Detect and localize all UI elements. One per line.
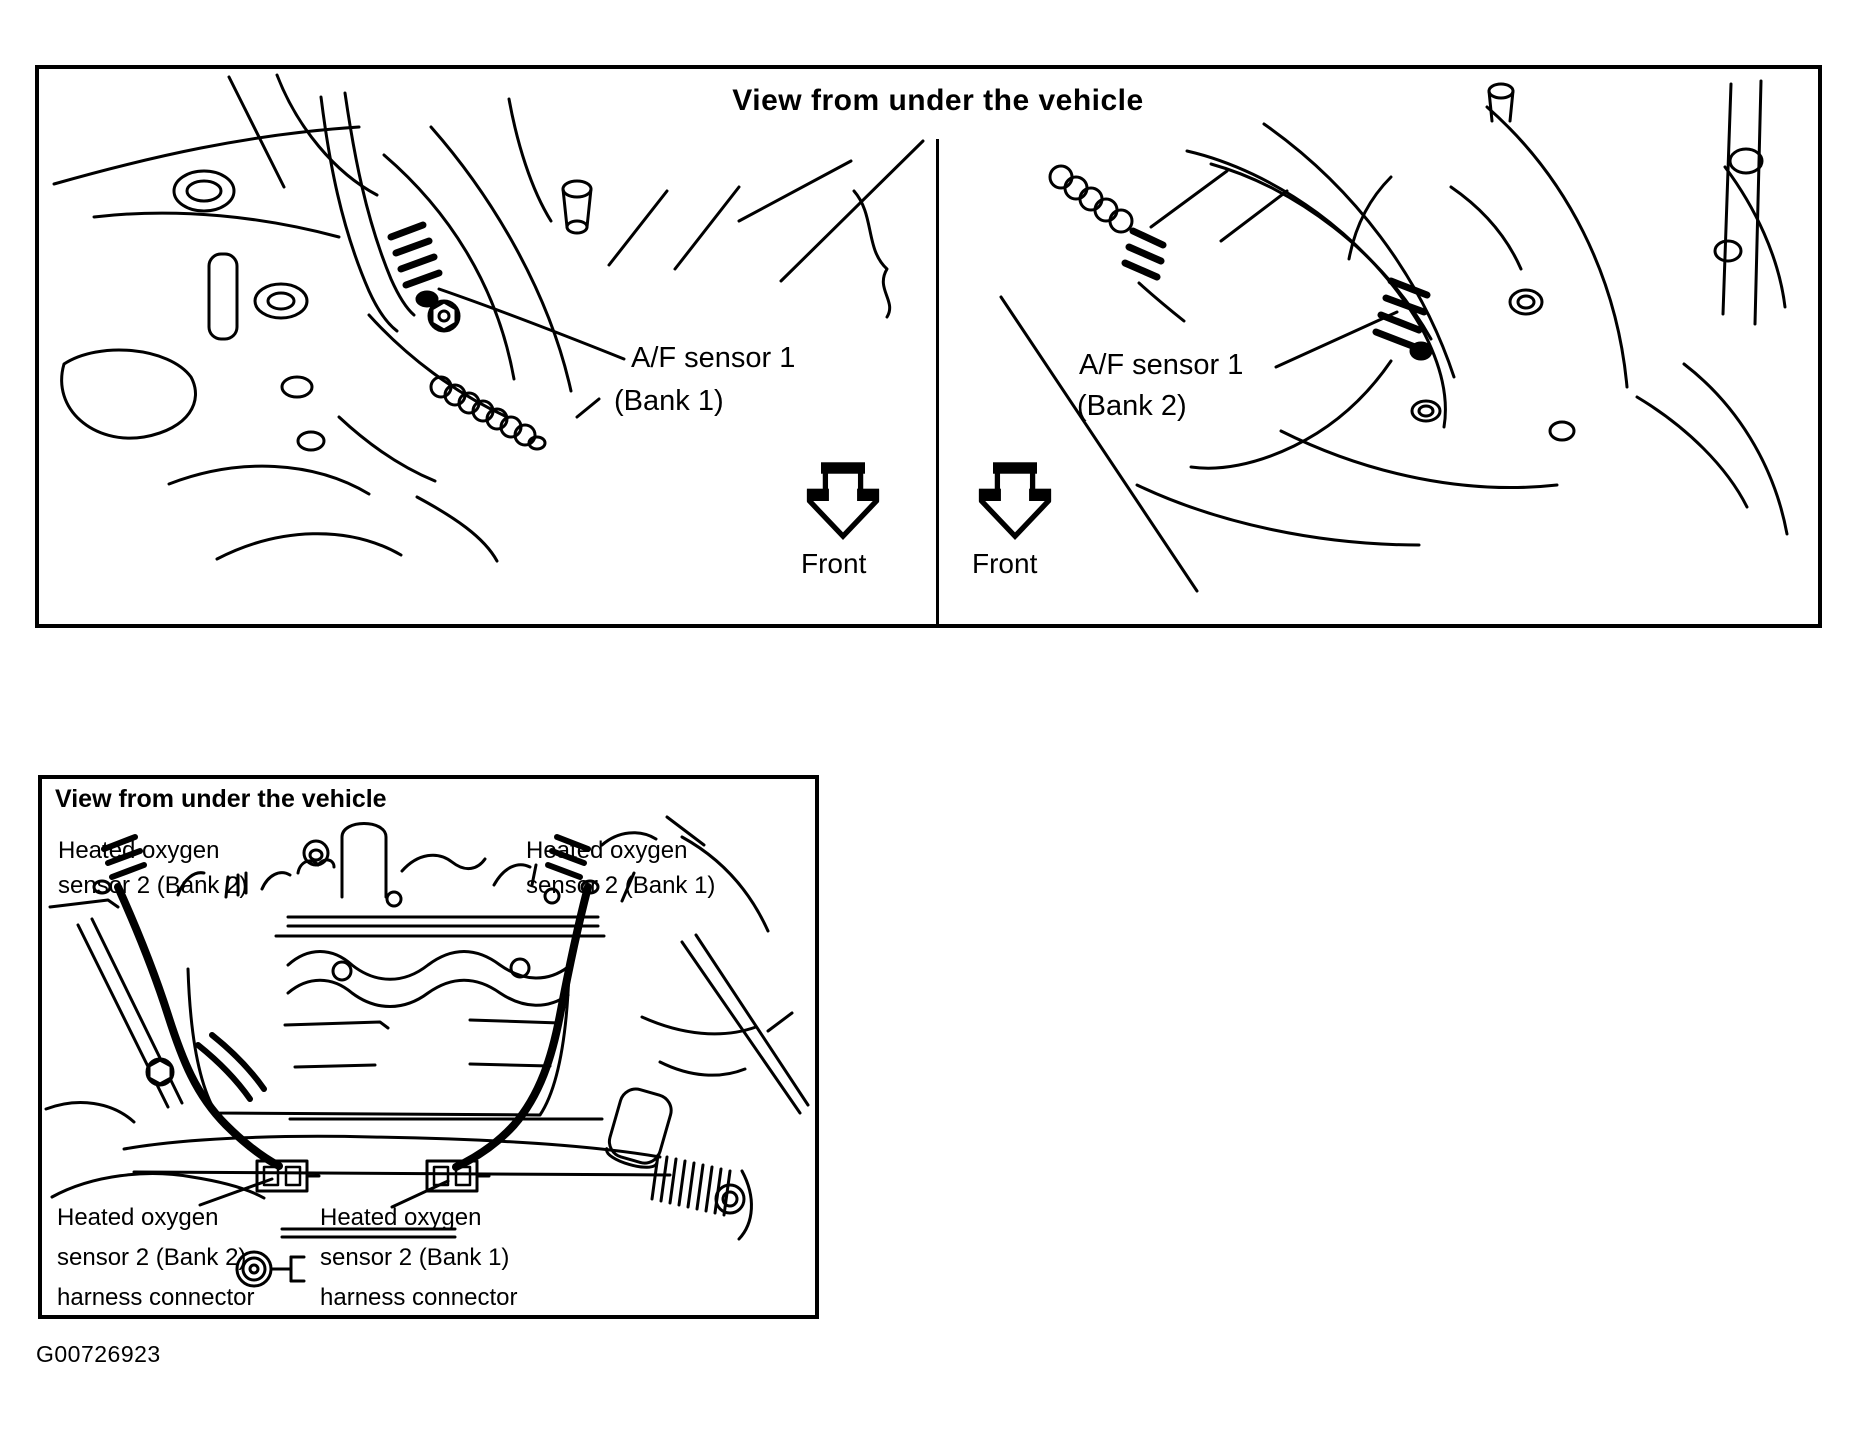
harness-connector-bank2-art — [257, 1161, 319, 1191]
af-sensor-1-bank1-label-line2: (Bank 1) — [614, 385, 724, 417]
harness-cable-right — [456, 887, 588, 1167]
ho2-bank1-connector-label-line2: sensor 2 (Bank 1) — [320, 1244, 510, 1271]
harness-cable-left — [118, 887, 279, 1166]
bottom-panel-title: View from under the vehicle — [55, 785, 387, 813]
leader-line-bank2 — [1276, 312, 1397, 367]
front-direction-arrow-icon — [803, 457, 883, 545]
bottom-diagram-panel — [38, 775, 819, 1319]
ho2-bank2-connector-label-line3: harness connector — [57, 1284, 255, 1311]
top-panel-title: View from under the vehicle — [732, 84, 1144, 117]
top-diagram-panel — [35, 65, 1822, 628]
view-divider-line — [936, 139, 939, 624]
flex-boot-art-right — [1050, 166, 1184, 321]
engine-line-art-left-view — [54, 75, 923, 561]
ho2-bank2-label-line1: Heated oxygen — [58, 837, 220, 864]
figure-id: G00726923 — [36, 1341, 161, 1367]
front-label-left: Front — [801, 548, 867, 579]
ho2-bank2-connector-label-line2: sensor 2 (Bank 2) — [57, 1244, 247, 1271]
af-sensor-1-bank2-art — [1376, 281, 1431, 359]
ho2-bank1-label-line2: sensor 2 (Bank 1) — [526, 872, 716, 899]
af-sensor-1-bank1-label-line1: A/F sensor 1 — [631, 342, 796, 374]
front-label-right: Front — [972, 548, 1038, 579]
leader-line-bank1 — [439, 289, 624, 359]
flex-boot-art — [431, 377, 545, 449]
front-direction-arrow-icon — [975, 457, 1055, 545]
ho2-bank1-connector-label-line3: harness connector — [320, 1284, 518, 1311]
ho2-bank2-label-line2: sensor 2 (Bank 2) — [58, 872, 248, 899]
engine-line-art-top — [39, 69, 1818, 624]
ho2-bank1-connector-label-line1: Heated oxygen — [320, 1204, 482, 1231]
engine-line-art-right-view — [1001, 81, 1787, 591]
ho2-bank2-connector-label-line1: Heated oxygen — [57, 1204, 219, 1231]
af-sensor-1-bank2-label-line2: (Bank 2) — [1077, 390, 1187, 422]
af-sensor-1-bank2-label-line1: A/F sensor 1 — [1079, 349, 1244, 381]
ho2-bank1-label-line1: Heated oxygen — [526, 837, 688, 864]
